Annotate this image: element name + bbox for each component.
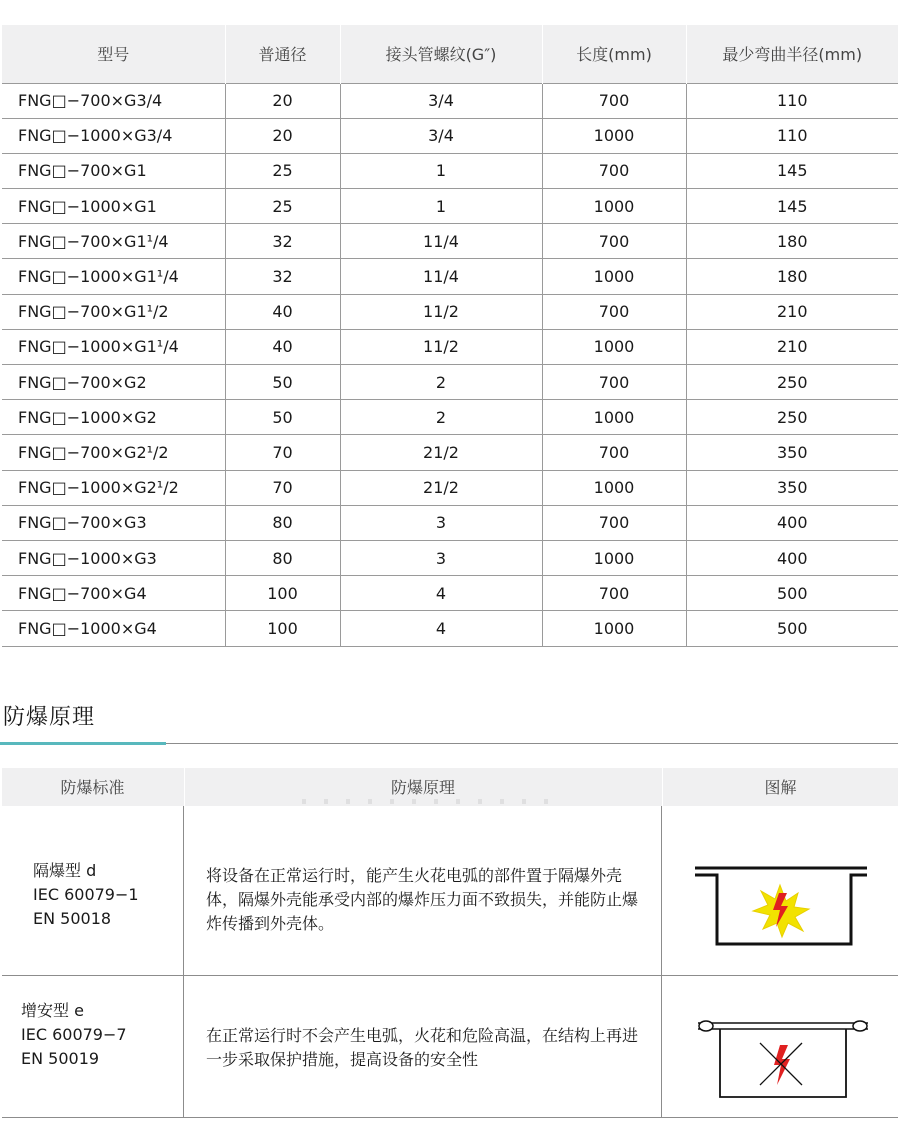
table-row (2, 365, 898, 400)
cell-radius: 110 (686, 118, 898, 153)
cell-length: 700 (542, 153, 686, 188)
cell-thread: 3/4 (340, 118, 542, 153)
cell-model: FNG□−1000×G3/4 (2, 118, 225, 153)
increased-safety-icon (698, 1013, 868, 1101)
col-header-principle: 防爆原理 (184, 768, 661, 806)
col-header-model: 型号 (2, 25, 225, 83)
table-row (2, 611, 898, 646)
col-header-radius: 最少弯曲半径(mm) (686, 25, 898, 83)
cell-radius: 500 (686, 611, 898, 646)
cell-radius: 145 (686, 189, 898, 224)
cell-length: 700 (542, 576, 686, 611)
grid-hline (2, 975, 898, 976)
cell-radius: 110 (686, 83, 898, 118)
cell-radius: 145 (686, 153, 898, 188)
cell-length: 1000 (542, 400, 686, 435)
table-row (2, 118, 898, 153)
table-row (2, 435, 898, 470)
cell-dia: 25 (225, 153, 340, 188)
cell-model: FNG□−1000×G3 (2, 540, 225, 575)
cell-model: FNG□−1000×G1 (2, 189, 225, 224)
cell-length: 700 (542, 83, 686, 118)
standard-type: 增安型 e (21, 1001, 84, 1020)
cell-model: FNG□−700×G3/4 (2, 83, 225, 118)
cell-length: 700 (542, 294, 686, 329)
cell-dia: 100 (225, 576, 340, 611)
standard-increased-safety (21, 999, 127, 1071)
table-row (2, 505, 898, 540)
cell-thread: 3 (340, 505, 542, 540)
cell-length: 1000 (542, 470, 686, 505)
faint-ghost-text (302, 799, 562, 804)
grid-hline (2, 1117, 898, 1118)
cell-dia: 25 (225, 189, 340, 224)
cell-thread: 4 (340, 611, 542, 646)
cell-radius: 400 (686, 505, 898, 540)
standard-en: EN 50018 (33, 909, 112, 928)
table-row (2, 224, 898, 259)
cell-thread: 21/2 (340, 435, 542, 470)
table-row (2, 329, 898, 364)
cell-radius: 210 (686, 329, 898, 364)
cell-dia: 80 (225, 505, 340, 540)
cell-dia: 40 (225, 329, 340, 364)
cell-model: FNG□−700×G4 (2, 576, 225, 611)
cell-radius: 210 (686, 294, 898, 329)
cell-radius: 180 (686, 259, 898, 294)
cell-radius: 250 (686, 365, 898, 400)
table-row (2, 189, 898, 224)
cell-thread: 4 (340, 576, 542, 611)
cell-thread: 2 (340, 365, 542, 400)
cell-model: FNG□−1000×G2 (2, 400, 225, 435)
grid-vline (183, 806, 184, 1118)
col-header-length: 长度(mm) (542, 25, 686, 83)
cell-thread: 3 (340, 540, 542, 575)
table-row (2, 540, 898, 575)
cell-dia: 70 (225, 470, 340, 505)
cell-length: 1000 (542, 611, 686, 646)
cell-radius: 400 (686, 540, 898, 575)
cell-dia: 50 (225, 400, 340, 435)
cell-dia: 70 (225, 435, 340, 470)
table-row (2, 294, 898, 329)
cell-model: FNG□−700×G1¹/2 (2, 294, 225, 329)
col-header-thread: 接头管螺纹(G″) (340, 25, 542, 83)
spec-header-row (2, 25, 898, 83)
col-header-dia: 普通径 (225, 25, 340, 83)
standard-iec: IEC 60079−7 (21, 1025, 127, 1044)
principle-description: 将设备在正常运行时，能产生火花电弧的部件置于隔爆外壳体，隔爆外壳能承受内部的爆炸压力面不致损失，并能防止爆炸传播到外壳体。 (206, 866, 639, 933)
cell-model: FNG□−1000×G2¹/2 (2, 470, 225, 505)
cell-thread: 11/4 (340, 224, 542, 259)
cell-model: FNG□−1000×G1¹/4 (2, 329, 225, 364)
cell-dia: 20 (225, 118, 340, 153)
cell-dia: 50 (225, 365, 340, 400)
cell-length: 1000 (542, 259, 686, 294)
cell-model: FNG□−700×G2 (2, 365, 225, 400)
principle-table (2, 768, 898, 1118)
cell-length: 1000 (542, 540, 686, 575)
cell-thread: 11/4 (340, 259, 542, 294)
cell-dia: 80 (225, 540, 340, 575)
standard-iec: IEC 60079−1 (33, 885, 139, 904)
cell-model: FNG□−700×G1¹/4 (2, 224, 225, 259)
cell-radius: 180 (686, 224, 898, 259)
cell-thread: 11/2 (340, 329, 542, 364)
standard-flameproof (33, 859, 139, 931)
cell-length: 1000 (542, 329, 686, 364)
spec-body (2, 83, 898, 646)
cell-dia: 20 (225, 83, 340, 118)
section-accent-bar (0, 742, 166, 745)
cell-thread: 21/2 (340, 470, 542, 505)
cell-dia: 40 (225, 294, 340, 329)
table-row (2, 400, 898, 435)
table-row (2, 153, 898, 188)
cell-length: 700 (542, 365, 686, 400)
cell-radius: 350 (686, 470, 898, 505)
cell-thread: 3/4 (340, 83, 542, 118)
cell-radius: 350 (686, 435, 898, 470)
grid-vline (661, 806, 662, 1118)
col-header-standard: 防爆标准 (60, 778, 125, 797)
table-row (2, 470, 898, 505)
cell-thread: 1 (340, 153, 542, 188)
principle-description: 在正常运行时不会产生电弧，火花和危险高温，在结构上再进一步采取保护措施，提高设备的安全性 (206, 1026, 639, 1069)
cell-model: FNG□−700×G1 (2, 153, 225, 188)
cell-dia: 32 (225, 259, 340, 294)
cell-radius: 250 (686, 400, 898, 435)
table-row (2, 576, 898, 611)
cell-length: 700 (542, 505, 686, 540)
cell-thread: 1 (340, 189, 542, 224)
table-row (2, 259, 898, 294)
cell-length: 700 (542, 224, 686, 259)
cell-model: FNG□−1000×G4 (2, 611, 225, 646)
table-row (2, 83, 898, 118)
standard-type: 隔爆型 d (33, 861, 97, 880)
col-header-diagram: 图解 (662, 768, 898, 806)
cell-length: 700 (542, 435, 686, 470)
flameproof-enclosure-icon (695, 865, 867, 947)
cell-model: FNG□−1000×G1¹/4 (2, 259, 225, 294)
cell-model: FNG□−700×G2¹/2 (2, 435, 225, 470)
spec-table (2, 25, 898, 647)
cell-thread: 11/2 (340, 294, 542, 329)
standard-en: EN 50019 (21, 1049, 100, 1068)
cell-dia: 100 (225, 611, 340, 646)
cell-dia: 32 (225, 224, 340, 259)
section-title: 防爆原理 (3, 705, 96, 730)
cell-length: 1000 (542, 118, 686, 153)
cell-thread: 2 (340, 400, 542, 435)
cell-length: 1000 (542, 189, 686, 224)
cell-radius: 500 (686, 576, 898, 611)
cell-model: FNG□−700×G3 (2, 505, 225, 540)
